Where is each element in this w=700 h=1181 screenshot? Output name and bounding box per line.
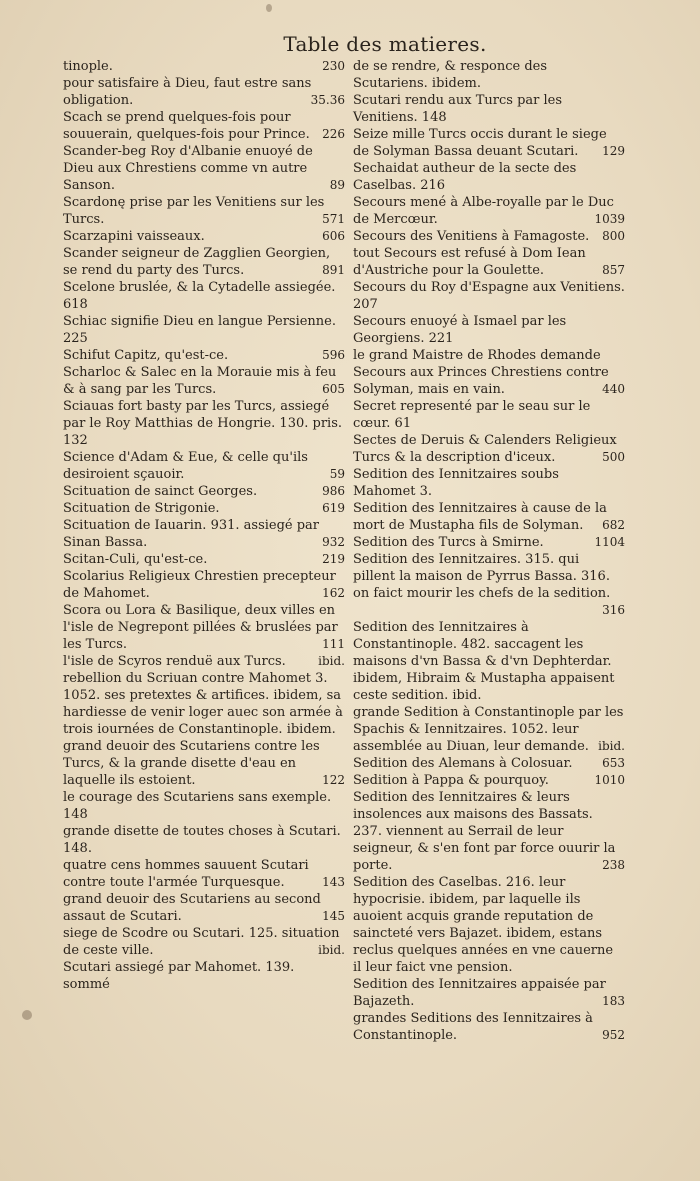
index-entry <box>63 313 345 347</box>
entry-text: de se rendre, & responce des Scutariens. ibidem. <box>353 59 548 91</box>
entry-text: Scutari assiegé par Mahomet. 139. sommé <box>63 960 295 992</box>
page-reference: 605 <box>322 382 345 396</box>
index-entry <box>353 398 625 432</box>
page-header <box>0 32 700 56</box>
entry-text: Scander seigneur de Zagglien Georgien, se rend du party des Turcs. <box>63 246 331 278</box>
index-entry <box>353 92 625 126</box>
entry-text: Scutari rendu aux Turcs par les Venitiens. 148 <box>353 93 563 125</box>
ink-blot <box>266 4 272 12</box>
index-entry <box>63 500 345 517</box>
page-reference: 1104 <box>594 535 625 549</box>
index-column-left <box>63 58 345 993</box>
index-entry <box>63 857 345 891</box>
entry-text: Sedition des Iennitzaires appaisée par Bajazeth. <box>353 977 606 1009</box>
entry-text: Scach se prend quelques-fois pour souuerain, quelques-fois pour Prince. <box>63 110 310 142</box>
page-reference: 35.36 <box>310 93 345 107</box>
page-reference: 238 <box>602 858 625 872</box>
page-reference: 653 <box>602 756 625 770</box>
index-entry <box>63 449 345 483</box>
index-entry <box>353 976 625 1010</box>
index-entry <box>63 364 345 398</box>
index-entry <box>353 432 625 466</box>
entry-text: Scelone bruslée, & la Cytadelle assiegée. 618 <box>63 280 336 312</box>
index-entry <box>63 279 345 313</box>
index-entry <box>353 58 625 92</box>
page-reference: 619 <box>322 501 345 515</box>
page-reference: 1010 <box>594 773 625 787</box>
page-reference: 682 <box>602 518 625 532</box>
index-entry <box>353 228 625 245</box>
page-reference: ibid. <box>318 654 345 668</box>
entry-text: tinople. <box>63 59 113 74</box>
page-title: Table des matieres. <box>283 32 487 56</box>
page-reference: 857 <box>602 263 625 277</box>
page-reference: ibid. <box>318 943 345 957</box>
page-reference: 952 <box>602 1028 625 1042</box>
page-reference: 122 <box>322 773 345 787</box>
entry-text: rebellion du Scriuan contre Mahomet 3. 1052. ses pretextes & artifices. ibidem, sa hardiesse de venir loger auec son armée à trois iournées de Constantinople. ibidem. <box>63 671 343 737</box>
index-entry <box>63 483 345 500</box>
entry-text: Secours enuoyé à Ismael par les Georgiens. 221 <box>353 314 567 346</box>
entry-text: Secret representé par le seau sur le cœur. 61 <box>353 399 591 431</box>
entry-text: Scora ou Lora & Basilique, deux villes en l'isle de Negrepont pillées & bruslées par les Turcs. <box>63 603 338 652</box>
page-reference: 89 <box>329 178 345 192</box>
index-entry <box>353 704 625 755</box>
page-reference: 143 <box>322 875 345 889</box>
entry-text: Schiac signifie Dieu en langue Persienne. 225 <box>63 314 336 346</box>
entry-text: Sciauas fort basty par les Turcs, assiegé par le Roy Matthias de Hongrie. 130. pris. 132 <box>63 399 342 448</box>
page-reference: 226 <box>322 127 345 141</box>
entry-text: Sedition des Caselbas. 216. leur hypocrisie. ibidem, par laquelle ils auoient acquis grande reputation de saincteté vers Bajazet. ibidem, estans reclus quelques années en vne cauerne il leur faict vne pension. <box>353 875 614 975</box>
index-entry <box>353 789 625 874</box>
page-reference: 986 <box>322 484 345 498</box>
index-entry <box>353 1010 625 1044</box>
index-entry <box>63 347 345 364</box>
index-entry <box>353 160 625 194</box>
page-reference: 891 <box>322 263 345 277</box>
entry-text: siege de Scodre ou Scutari. 125. situation de ceste ville. <box>63 926 340 958</box>
index-entry <box>353 279 625 313</box>
entry-text: Schifut Capitz, qu'est-ce. <box>63 348 229 363</box>
index-entry <box>63 517 345 551</box>
entry-text: Scander-beg Roy d'Albanie enuoyé de Dieu aux Chrestiens comme vn autre Sanson. <box>63 144 313 193</box>
page-reference: 145 <box>322 909 345 923</box>
page-reference: 230 <box>322 59 345 73</box>
page-reference: 596 <box>322 348 345 362</box>
page-reference: 219 <box>322 552 345 566</box>
entry-text: Sedition des Iennitzaires. 315. qui pillent la maison de Pyrrus Bassa. 316. on faict mourir les chefs de la sedition. <box>353 552 611 601</box>
entry-text: Sedition à Pappa & pourquoy. <box>353 773 549 788</box>
entry-text: le courage des Scutariens sans exemple. 148 <box>63 790 332 822</box>
page-reference: 111 <box>322 637 345 651</box>
entry-text: Sedition des Alemans à Colosuar. <box>353 756 573 771</box>
entry-text: Secours du Roy d'Espagne aux Venitiens. 207 <box>353 280 625 312</box>
index-entry <box>353 500 625 534</box>
index-entry <box>63 925 345 959</box>
entry-text: grandes Seditions des Iennitzaires à Constantinople. <box>353 1011 593 1043</box>
index-entry <box>63 959 345 993</box>
page-reference: 183 <box>602 994 625 1008</box>
index-entry <box>63 75 345 109</box>
entry-text: le grand Maistre de Rhodes demande Secours aux Princes Chrestiens contre Solyman, mais en vain. <box>353 348 609 397</box>
entry-text: Sedition des Iennitzaires à cause de la mort de Mustapha fils de Solyman. <box>353 501 607 533</box>
index-entry <box>353 534 625 551</box>
index-entry <box>63 653 345 670</box>
index-entry <box>353 874 625 976</box>
entry-text: Sedition des Iennitzaires & leurs insolences aux maisons des Bassats. 237. viennent au Serrail de leur seigneur, & s'en font par force ouurir la porte. <box>353 790 616 873</box>
index-entry <box>63 143 345 194</box>
entry-text: Sectes de Deruis & Calenders Religieux Turcs & la description d'iceux. <box>353 433 617 465</box>
index-entry <box>63 398 345 449</box>
index-entry <box>63 823 345 857</box>
index-entry <box>353 619 625 704</box>
entry-text: Scituation de sainct Georges. <box>63 484 258 499</box>
page-reference: 440 <box>602 382 625 396</box>
entry-text: Sedition des Turcs à Smirne. <box>353 535 544 550</box>
entry-text: quatre cens hommes sauuent Scutari contre toute l'armée Turquesque. <box>63 858 309 890</box>
entry-text: Scarzapini vaisseaux. <box>63 229 205 244</box>
index-entry <box>63 891 345 925</box>
entry-text: pour satisfaire à Dieu, faut estre sans obligation. <box>63 76 312 108</box>
entry-text: Seize mille Turcs occis durant le siege de Solyman Bassa deuant Scutari. <box>353 127 607 159</box>
entry-text: tout Secours est refusé à Dom Iean d'Austriche pour la Goulette. <box>353 246 586 278</box>
page-reference: 500 <box>602 450 625 464</box>
index-entry <box>63 551 345 568</box>
index-entry <box>353 126 625 160</box>
index-entry <box>353 466 625 500</box>
entry-text: Scardonę prise par les Venitiens sur les Turcs. <box>63 195 325 227</box>
entry-text: Scituation de Iauarin. 931. assiegé par Sinan Bassa. <box>63 518 320 550</box>
page-reference: ibid. <box>598 739 625 753</box>
entry-text: Scituation de Strigonie. <box>63 501 220 516</box>
index-entry <box>63 58 345 75</box>
page-reference: 800 <box>602 229 625 243</box>
index-column-right <box>353 58 625 1044</box>
index-entry <box>63 228 345 245</box>
entry-text: grand deuoir des Scutariens au second assaut de Scutari. <box>63 892 321 924</box>
index-entry <box>63 738 345 789</box>
entry-text: grande Sedition à Constantinople par les Spachis & Iennitzaires. 1052. leur assemblée au Diuan, leur demande. <box>353 705 624 754</box>
index-entry <box>353 755 625 772</box>
page-reference: 932 <box>322 535 345 549</box>
entry-text: Scolarius Religieux Chrestien precepteur de Mahomet. <box>63 569 336 601</box>
index-entry <box>63 194 345 228</box>
index-entry <box>63 670 345 738</box>
page-reference: 162 <box>322 586 345 600</box>
entry-text: grande disette de toutes choses à Scutari. 148. <box>63 824 341 856</box>
page-reference: 59 <box>329 467 345 481</box>
index-entry <box>353 347 625 398</box>
index-entry <box>63 245 345 279</box>
entry-text: Scharloc & Salec en la Morauie mis à feu & à sang par les Turcs. <box>63 365 337 397</box>
entry-text: Sechaidat autheur de la secte des Caselbas. 216 <box>353 161 577 193</box>
index-entry <box>63 602 345 653</box>
page-reference: 1039 <box>594 212 625 226</box>
entry-text: Science d'Adam & Eue, & celle qu'ils desiroient sçauoir. <box>63 450 308 482</box>
entry-text: Secours mené à Albe-royalle par le Duc de Mercœur. <box>353 195 614 227</box>
entry-text: Sedition des Iennitzaires à Constantinople. 482. saccagent les maisons d'vn Bassa & d'vn Dephterdar. ibidem, Hibraim & Mustapha appaisent ceste sedition. ibid. <box>353 620 615 703</box>
page-reference: 571 <box>322 212 345 226</box>
index-entry <box>353 772 625 789</box>
ink-blot <box>22 1010 32 1020</box>
index-entry <box>63 109 345 143</box>
entry-text: grand deuoir des Scutariens contre les Turcs, & la grande disette d'eau en laquelle ils estoient. <box>63 739 320 788</box>
page-reference: 606 <box>322 229 345 243</box>
index-entry <box>353 245 625 279</box>
entry-text: l'isle de Scyros renduë aux Turcs. <box>63 654 286 669</box>
entry-text: Scitan-Culi, qu'est-ce. <box>63 552 208 567</box>
index-entry <box>353 551 625 619</box>
page-reference: 129 <box>602 144 625 158</box>
entry-text: Secours des Venitiens à Famagoste. <box>353 229 590 244</box>
index-entry <box>63 789 345 823</box>
index-entry <box>353 313 625 347</box>
entry-text: Sedition des Iennitzaires soubs Mahomet 3. <box>353 467 559 499</box>
index-entry <box>63 568 345 602</box>
page-reference: 316 <box>602 603 625 617</box>
index-entry <box>353 194 625 228</box>
